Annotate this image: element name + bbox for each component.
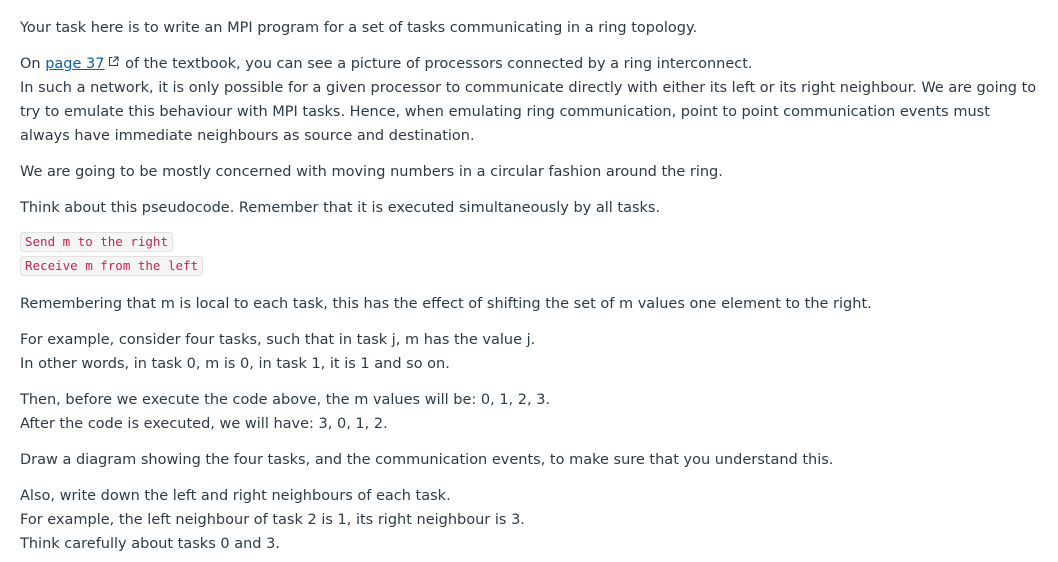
shift-paragraph: Remembering that m is local to each task, this has the effect of shifting the set of m values one element to the right. (20, 296, 872, 312)
values-before: Then, before we execute the code above, the m values will be: 0, 1, 2, 3. (20, 392, 551, 408)
textbook-paragraph (20, 52, 1038, 148)
external-link-icon[interactable] (108, 51, 119, 75)
example-paragraph (20, 328, 1038, 376)
code-send-line: Send m to the right (20, 232, 173, 252)
page-37-link[interactable]: page 37 (45, 56, 105, 72)
intro-paragraph: Your task here is to write an MPI program for a set of tasks communicating in a ring topology. (20, 20, 698, 36)
values-paragraph (20, 388, 1038, 436)
diagram-paragraph: Draw a diagram showing the four tasks, and the communication events, to make sure that you understand this. (20, 452, 834, 468)
example-line-2: In other words, in task 0, m is 0, in task 1, it is 1 and so on. (20, 356, 450, 372)
neighbours-line-3: Think carefully about tasks 0 and 3. (20, 536, 280, 552)
textbook-line (20, 52, 1038, 76)
neighbours-line-1: Also, write down the left and right neighbours of each task. (20, 488, 451, 504)
example-line-1: For example, consider four tasks, such that in task j, m has the value j. (20, 332, 536, 348)
pseudocode-block (20, 232, 1038, 280)
neighbours-paragraph (20, 484, 1038, 556)
ring-network-text: In such a network, it is only possible for a given processor to communicate directly with either its left or its right neighbour. We are going to try to emulate this behaviour with MPI tasks. Hence, when emulating ring communication, point to point communication events must always have immediate neighbours as source and destination. (20, 80, 1037, 144)
textbook-suffix: of the textbook, you can see a picture of processors connected by a ring interconnect. (120, 56, 753, 72)
values-after: After the code is executed, we will have: 3, 0, 1, 2. (20, 416, 388, 432)
neighbours-line-2: For example, the left neighbour of task 2 is 1, its right neighbour is 3. (20, 512, 525, 528)
pseudocode-intro: Think about this pseudocode. Remember that it is executed simultaneously by all tasks. (20, 200, 661, 216)
code-receive-line: Receive m from the left (20, 256, 203, 276)
textbook-prefix: On (20, 56, 46, 72)
circular-paragraph: We are going to be mostly concerned with moving numbers in a circular fashion around the ring. (20, 164, 723, 180)
